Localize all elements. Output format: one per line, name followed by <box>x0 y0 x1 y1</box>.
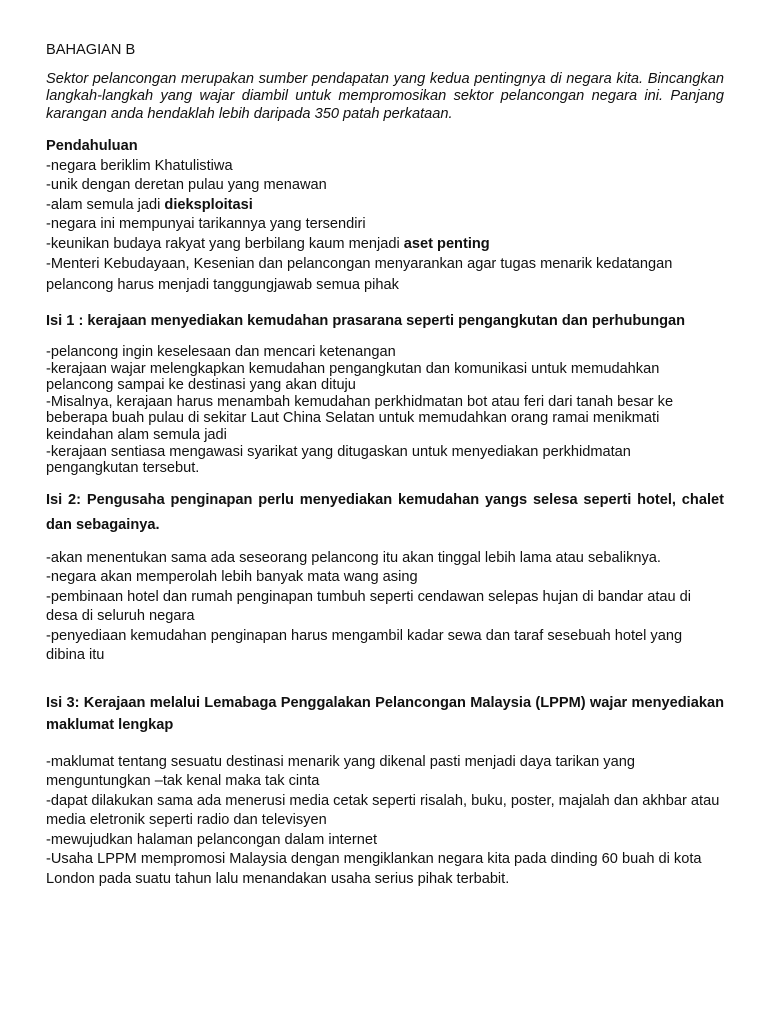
isi3-heading: Isi 3: Kerajaan melalui Lemabaga Penggalakan Pelancongan Malaysia (LPPM) wajar menyediakan maklumat lengkap <box>46 694 724 733</box>
point-text: -keunikan budaya rakyat yang berbilang kaum menjadi <box>46 235 404 252</box>
isi2-point: -negara akan memperolah lebih banyak mata wang asing <box>46 569 418 586</box>
pendahuluan-point: -negara ini mempunyai tarikannya yang tersendiri <box>46 216 366 232</box>
pendahuluan-point: -Menteri Kebudayaan, Kesenian dan pelancongan menyarankan agar tugas menarik kedatangan pelancong harus menjadi tanggungjawab semua pihak <box>46 256 673 293</box>
pendahuluan-section <box>46 138 724 296</box>
isi3-point: -maklumat tentang sesuatu destinasi menarik yang dikenal pasti menjadi daya tarikan yang menguntungkan –tak kenal maka tak cinta <box>46 753 635 790</box>
isi3-point: -mewujudkan halaman pelancongan dalam internet <box>46 831 378 848</box>
point-emphasis: aset penting <box>403 235 490 252</box>
point-text: -alam semula jadi <box>46 196 165 213</box>
isi1-section <box>46 310 724 477</box>
isi1-heading: Isi 1 : kerajaan menyediakan kemudahan prasarana seperti pengangkutan dan perhubungan <box>46 313 686 329</box>
pendahuluan-point: -unik dengan deretan pulau yang menawan <box>46 177 327 193</box>
isi2-point: -pembinaan hotel dan rumah penginapan tumbuh seperti cendawan selepas hujan di bandar atau di desa di seluruh negara <box>46 588 692 625</box>
isi2-point: -penyediaan kemudahan penginapan harus mengambil kadar sewa dan taraf sesebuah hotel yang dibina itu <box>46 627 683 664</box>
pendahuluan-point <box>46 196 724 216</box>
isi3-section <box>46 692 724 890</box>
isi1-point: -Misalnya, kerajaan harus menambah kemudahan perkhidmatan bot atau feri dari tanah besar ke beberapa buah pulau di sekitar Laut China Selatan untuk memudahkan orang ramai menikmati keindahan alam semula jadi <box>46 393 674 443</box>
isi2-point: -akan menentukan sama ada seseorang pelancong itu akan tinggal lebih lama atau sebaliknya. <box>46 549 661 566</box>
isi2-heading: Isi 2: Pengusaha penginapan perlu menyediakan kemudahan yangs selesa seperti hotel, chalet dan sebagainya. <box>46 491 724 533</box>
isi3-point: -dapat dilakukan sama ada menerusi media cetak seperti risalah, buku, poster, majalah dan akhbar atau media eletronik seperti radio dan televisyen <box>46 792 720 829</box>
isi1-point: -kerajaan wajar melengkapkan kemudahan pengangkutan dan komunikasi untuk memudahkan pelancong sampai ke destinasi yang akan dituju <box>46 360 660 394</box>
point-emphasis: dieksploitasi <box>164 196 253 213</box>
essay-question: Sektor pelancongan merupakan sumber pendapatan yang kedua pentingnya di negara kita. Bincangkan langkah-langkah yang wajar diambil untuk mempromosikan sektor pelancongan negara ini. Panjang karangan anda hendaklah lebih daripada 350 patah perkataan. <box>46 70 724 122</box>
pendahuluan-heading: Pendahuluan <box>46 138 138 154</box>
isi1-point: -kerajaan sentiasa mengawasi syarikat yang ditugaskan untuk menyediakan perkhidmatan pengangkutan tersebut. <box>46 443 631 477</box>
document-body <box>46 42 724 889</box>
pendahuluan-point <box>46 235 724 255</box>
isi1-point: -pelancong ingin keselesaan dan mencari ketenangan <box>46 344 396 360</box>
isi2-section <box>46 488 724 666</box>
section-title: BAHAGIAN B <box>46 42 136 58</box>
isi3-point: -Usaha LPPM mempromosi Malaysia dengan mengiklankan negara kita pada dinding 60 buah di kota London pada suatu tahun lalu menandakan usaha serius pihak terbabit. <box>46 851 702 887</box>
pendahuluan-point: -negara beriklim Khatulistiwa <box>46 157 233 174</box>
